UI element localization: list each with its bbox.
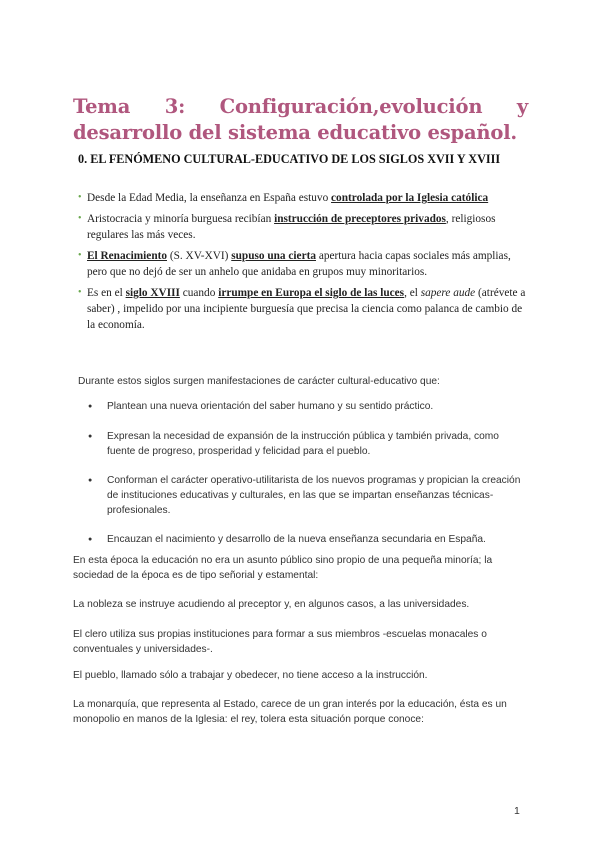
highlight-text: irrumpe en Europa el siglo de las luces xyxy=(218,287,405,299)
document-title: Tema 3: Configuración,evolución y desarrollo del sistema educativo español. xyxy=(73,95,528,144)
list-item: • Aristocracia y minoría burguesa recibían instrucción de preceptores privados, religiosos regulares las más veces. xyxy=(78,211,528,243)
list-item: ● Encauzan el nacimiento y desarrollo de la nueva enseñanza secundaria en España. xyxy=(88,532,523,547)
highlight-text: supuso una cierta xyxy=(231,250,316,262)
body-paragraph: El clero utiliza sus propias instituciones para formar a sus miembros -escuelas monacales o conventuales y universidades-. xyxy=(73,629,487,655)
list-item: ● Plantean una nueva orientación del saber humano y su sentido práctico. xyxy=(88,399,523,414)
intro-paragraph: Durante estos siglos surgen manifestaciones de carácter cultural-educativo que: xyxy=(78,376,440,387)
highlight-text: controlada por la Iglesia católica xyxy=(331,192,489,204)
list-item: • Desde la Edad Media, la enseñanza en España estuvo controlada por la Iglesia católica xyxy=(78,190,528,206)
list-item: ● Conforman el carácter operativo-utilitarista de los nuevos programas y propician la creación de instituciones educativas y culturales, en las que se impartan enseñanzas técnicas-profesionales. xyxy=(88,473,523,518)
list-item: • El Renacimiento (S. XV-XVI) supuso una cierta apertura hacia capas sociales más amplias, pero que no dejó de ser un anhelo que anidaba en grupos muy minoritarios. xyxy=(78,248,528,280)
highlight-text: siglo XVIII xyxy=(125,287,180,299)
page-number: 1 xyxy=(514,805,520,817)
list-item: • Es en el siglo XVIII cuando irrumpe en Europa el siglo de las luces, el sapere aude (atrévete a saber) , impelido por una incipiente burguesía que precisa la ciencia como palanca de cambio de la economía. xyxy=(78,285,528,333)
italic-text: sapere aude xyxy=(420,287,476,299)
section-heading: 0. EL FENÓMENO CULTURAL-EDUCATIVO DE LOS SIGLOS XVII Y XVIII xyxy=(78,152,501,166)
manifestations-list xyxy=(88,399,523,547)
list-item: ● Expresan la necesidad de expansión de la instrucción pública y también privada, como fuente de progreso, prosperidad y felicidad para el pueblo. xyxy=(88,429,523,459)
historical-bullet-list xyxy=(78,190,528,338)
body-paragraph: El pueblo, llamado sólo a trabajar y obedecer, no tiene acceso a la instrucción. xyxy=(73,670,428,681)
body-paragraph: En esta época la educación no era un asunto público sino propio de una pequeña minoría; la sociedad de la época es de tipo señorial y estamental: xyxy=(73,555,493,581)
body-paragraph: La nobleza se instruye acudiendo al preceptor y, en algunos casos, a las universidades. xyxy=(73,599,470,610)
highlight-text: instrucción de preceptores privados xyxy=(274,213,446,225)
highlight-text: El Renacimiento xyxy=(87,250,168,262)
body-paragraph: La monarquía, que representa al Estado, carece de un gran interés por la educación, ésta es un monopolio en manos de la Iglesia: el rey, tolera esta situación porque conoce: xyxy=(73,699,507,725)
